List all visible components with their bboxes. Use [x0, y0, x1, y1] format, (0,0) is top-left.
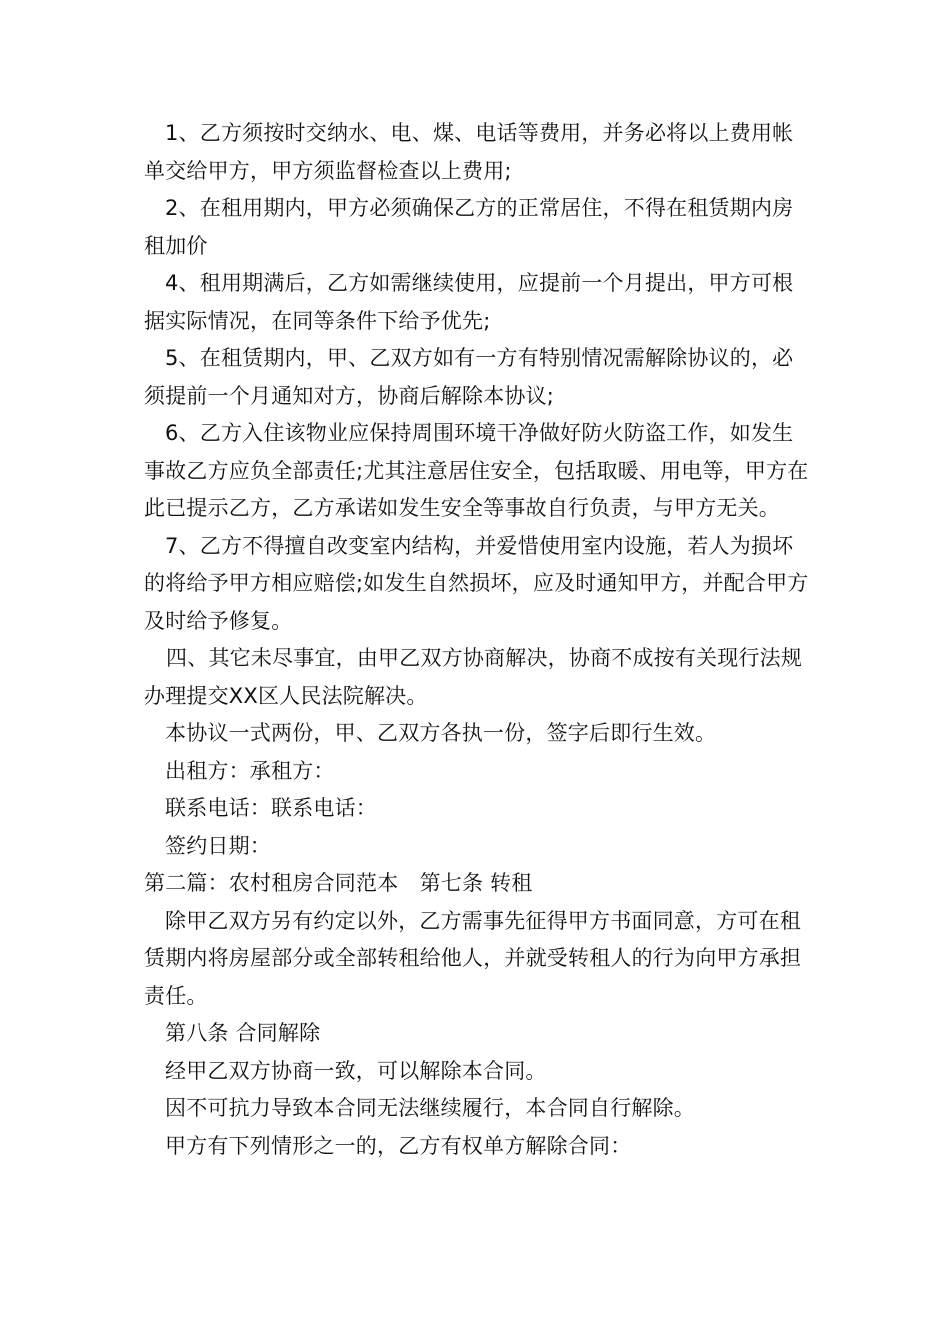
clause-other-matters: 四、其它未尽事宜，由甲乙双方协商解决，协商不成按有关现行法规办理提交XX区人民法院解决。 — [144, 646, 803, 708]
agreement-copies: 本协议一式两份，甲、乙双方各执一份，签字后即行生效。 — [165, 721, 717, 745]
article-8-heading: 第八条 合同解除 — [165, 1021, 321, 1045]
clause-1-utilities: 1、乙方须按时交纳水、电、煤、电话等费用，并务必将以上费用帐单交给甲方，甲方须监督检查以上费用; — [144, 121, 794, 183]
clause-5-termination-notice: 5、在租赁期内，甲、乙双方如有一方有特别情况需解除协议的，必须提前一个月通知对方，协商后解除本协议; — [144, 346, 794, 408]
clause-4-renewal: 4、租用期满后，乙方如需继续使用，应提前一个月提出，甲方可根据实际情况，在同等条件下给予优先; — [144, 271, 794, 333]
document-body — [144, 115, 814, 1165]
termination-mutual: 经甲乙双方协商一致，可以解除本合同。 — [165, 1058, 547, 1083]
termination-by-tenant: 甲方有下列情形之一的，乙方有权单方解除合同： — [165, 1133, 632, 1158]
clause-6-safety: 6、乙方入住该物业应保持周围环境干净做好防火防盗工作，如发生事故乙方应负全部责任;尤其注意居住安全，包括取暖、用电等，甲方在此已提示乙方，乙方承诺如发生安全等事故自行负责，与甲方无关。 — [144, 421, 809, 520]
signature-phones: 联系电话：联系电话： — [165, 796, 377, 820]
section-heading-part-two: 第二篇：农村租房合同范本 第七条 转租 — [144, 871, 533, 895]
clause-sublease: 除甲乙双方另有约定以外，乙方需事先征得甲方书面同意，方可在租赁期内将房屋部分或全部转租给他人，并就受转租人的行为向甲方承担责任。 — [144, 908, 802, 1008]
termination-force-majeure: 因不可抗力导致本合同无法继续履行，本合同自行解除。 — [165, 1096, 695, 1120]
clause-2-residence: 2、在租用期内，甲方必须确保乙方的正常居住，不得在租赁期内房租加价 — [144, 196, 794, 258]
signature-date: 签约日期： — [165, 833, 271, 858]
clause-7-structure: 7、乙方不得擅自改变室内结构，并爱惜使用室内设施，若人为损坏的将给予甲方相应赔偿;如发生自然损坏，应及时通知甲方，并配合甲方及时给予修复。 — [144, 533, 809, 633]
signature-parties: 出租方：承租方： — [165, 758, 335, 783]
